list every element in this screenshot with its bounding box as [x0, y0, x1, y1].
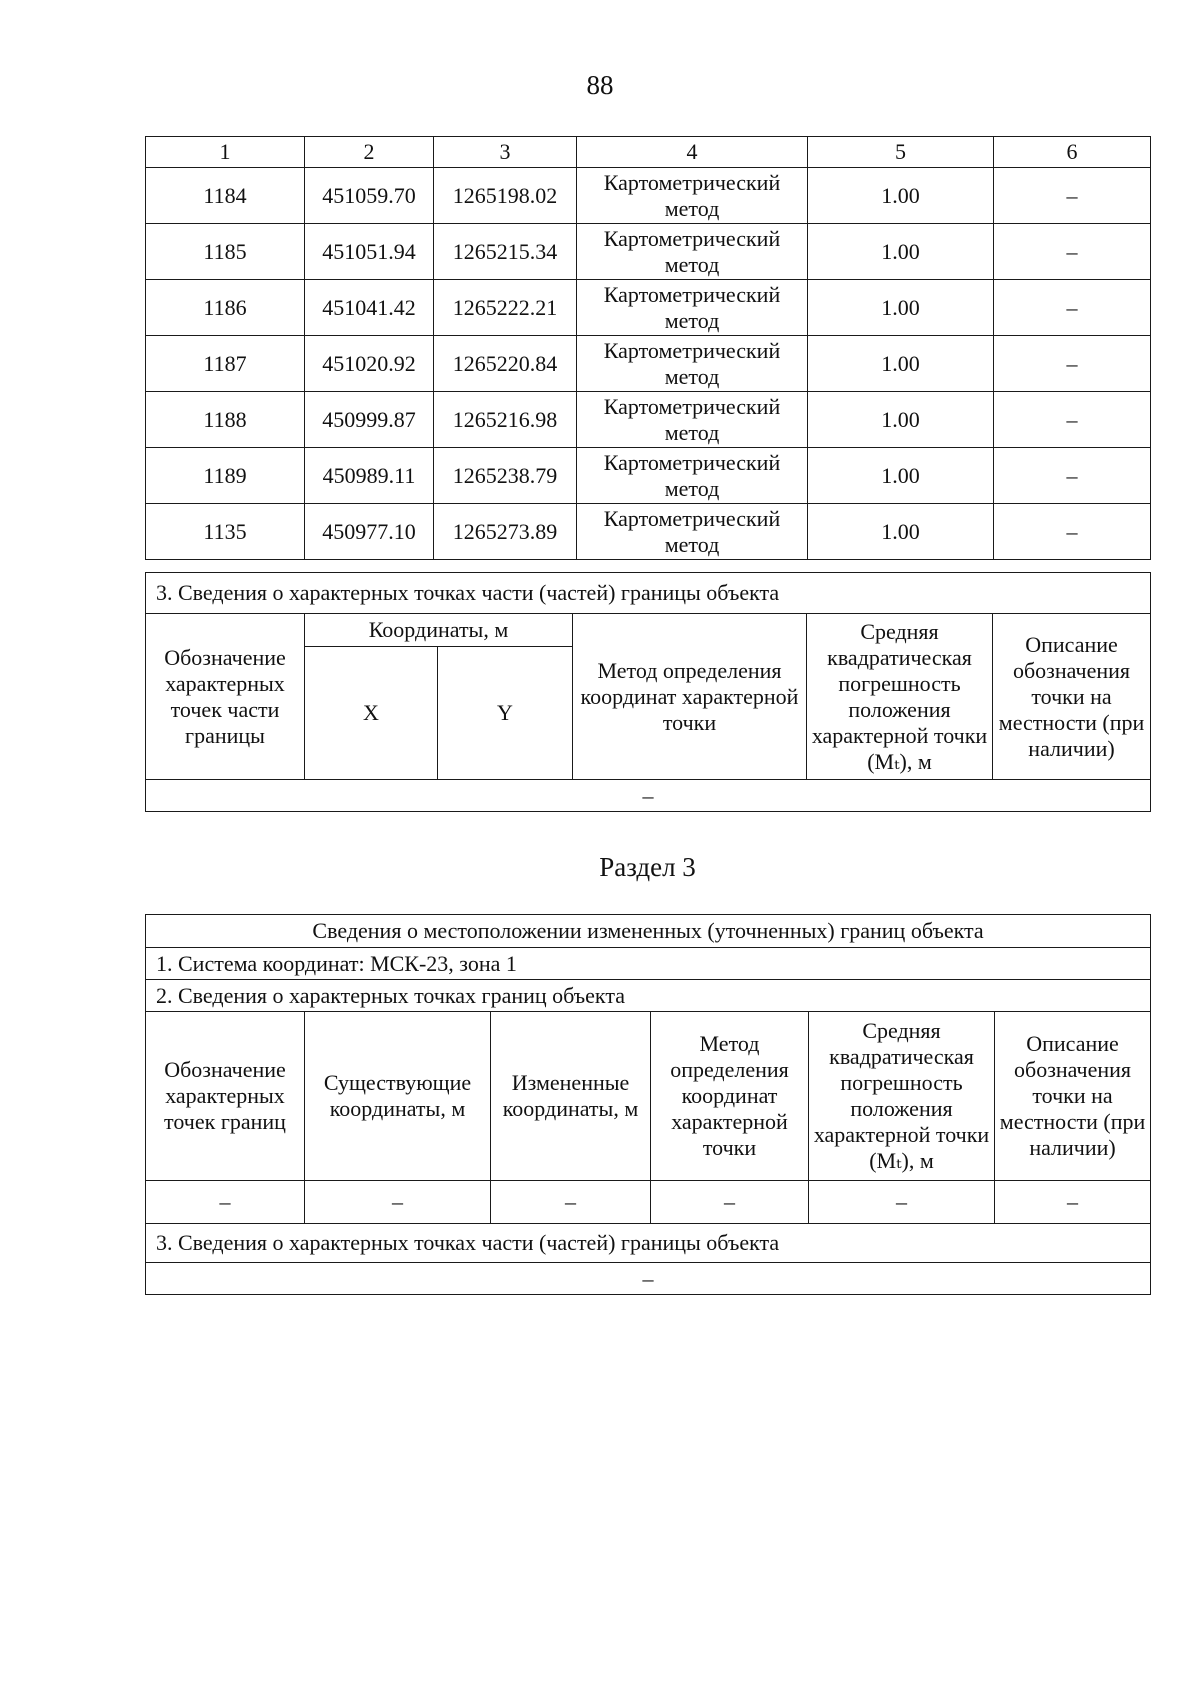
table-row: [146, 336, 1151, 392]
coordinates-table: [145, 136, 1151, 560]
empty-cell: –: [651, 1181, 809, 1224]
header-point-designation: Обозначение характерных точек границ: [146, 1012, 305, 1181]
description: –: [994, 280, 1151, 336]
coord-y: 1265215.34: [434, 224, 577, 280]
table-row: [146, 168, 1151, 224]
column-number: 4: [577, 137, 808, 168]
column-number: 6: [994, 137, 1151, 168]
point-id: 1184: [146, 168, 305, 224]
point-id: 1188: [146, 392, 305, 448]
coord-x: 451059.70: [305, 168, 434, 224]
table-row: [146, 504, 1151, 560]
description: –: [994, 168, 1151, 224]
header-point-designation: Обозначение характерных точек части границы: [146, 614, 305, 780]
coord-x: 450977.10: [305, 504, 434, 560]
method: Картометрический метод: [577, 224, 808, 280]
error-value: 1.00: [808, 280, 994, 336]
method: Картометрический метод: [577, 448, 808, 504]
coord-y: 1265238.79: [434, 448, 577, 504]
table-row: [146, 224, 1151, 280]
error-value: 1.00: [808, 224, 994, 280]
empty-cell: –: [491, 1181, 651, 1224]
header-description: Описание обозначения точки на местности (при наличии): [993, 614, 1151, 780]
page-number: 88: [586, 70, 614, 100]
error-value: 1.00: [808, 448, 994, 504]
coord-x: 451041.42: [305, 280, 434, 336]
section-title: Раздел 3: [599, 852, 696, 882]
method: Картометрический метод: [577, 504, 808, 560]
table-row: [146, 448, 1151, 504]
coordinate-system: 1. Система координат: МСК-23, зона 1: [146, 948, 1151, 980]
method: Картометрический метод: [577, 336, 808, 392]
coord-x: 450989.11: [305, 448, 434, 504]
empty-cell: –: [995, 1181, 1151, 1224]
coord-y: 1265273.89: [434, 504, 577, 560]
column-number: 1: [146, 137, 305, 168]
header-error: Средняя квадратическая погрешность положения характерной точки (Mₜ), м: [807, 614, 993, 780]
part-boundary-table: [145, 572, 1151, 812]
changed-boundaries-table: [145, 914, 1151, 1295]
empty-row: –: [146, 1263, 1151, 1295]
description: –: [994, 336, 1151, 392]
coord-x: 451051.94: [305, 224, 434, 280]
header-method: Метод определения координат характерной точки: [573, 614, 807, 780]
description: –: [994, 392, 1151, 448]
method: Картометрический метод: [577, 168, 808, 224]
part-boundary-subtitle: 3. Сведения о характерных точках части (частей) границы объекта: [146, 1224, 1151, 1263]
empty-cell: –: [305, 1181, 491, 1224]
point-id: 1187: [146, 336, 305, 392]
point-id: 1135: [146, 504, 305, 560]
header-existing-coords: Существующие координаты, м: [305, 1012, 491, 1181]
method: Картометрический метод: [577, 280, 808, 336]
header-x: X: [305, 647, 438, 780]
method: Картометрический метод: [577, 392, 808, 448]
error-value: 1.00: [808, 168, 994, 224]
table-row: [146, 392, 1151, 448]
coord-y: 1265222.21: [434, 280, 577, 336]
empty-row: –: [146, 780, 1151, 812]
error-value: 1.00: [808, 392, 994, 448]
boundary-points-subtitle: 2. Сведения о характерных точках границ объекта: [146, 980, 1151, 1012]
description: –: [994, 224, 1151, 280]
changed-boundaries-title: Сведения о местоположении измененных (уточненных) границ объекта: [146, 915, 1151, 948]
empty-cell: –: [809, 1181, 995, 1224]
column-number: 2: [305, 137, 434, 168]
header-coordinates: Координаты, м: [305, 614, 573, 647]
column-number: 3: [434, 137, 577, 168]
table-header-row: [146, 137, 1151, 168]
column-number: 5: [808, 137, 994, 168]
part-boundary-title: 3. Сведения о характерных точках части (частей) границы объекта: [146, 573, 1151, 614]
coord-y: 1265216.98: [434, 392, 577, 448]
coord-x: 450999.87: [305, 392, 434, 448]
header-error: Средняя квадратическая погрешность положения характерной точки (Mₜ), м: [809, 1012, 995, 1181]
coord-y: 1265220.84: [434, 336, 577, 392]
header-description: Описание обозначения точки на местности (при наличии): [995, 1012, 1151, 1181]
coord-x: 451020.92: [305, 336, 434, 392]
header-changed-coords: Измененные координаты, м: [491, 1012, 651, 1181]
point-id: 1186: [146, 280, 305, 336]
table-row: [146, 1181, 1151, 1224]
header-method: Метод определения координат характерной точки: [651, 1012, 809, 1181]
point-id: 1185: [146, 224, 305, 280]
error-value: 1.00: [808, 336, 994, 392]
header-y: Y: [438, 647, 573, 780]
empty-cell: –: [146, 1181, 305, 1224]
error-value: 1.00: [808, 504, 994, 560]
coord-y: 1265198.02: [434, 168, 577, 224]
description: –: [994, 504, 1151, 560]
point-id: 1189: [146, 448, 305, 504]
table-row: [146, 280, 1151, 336]
description: –: [994, 448, 1151, 504]
